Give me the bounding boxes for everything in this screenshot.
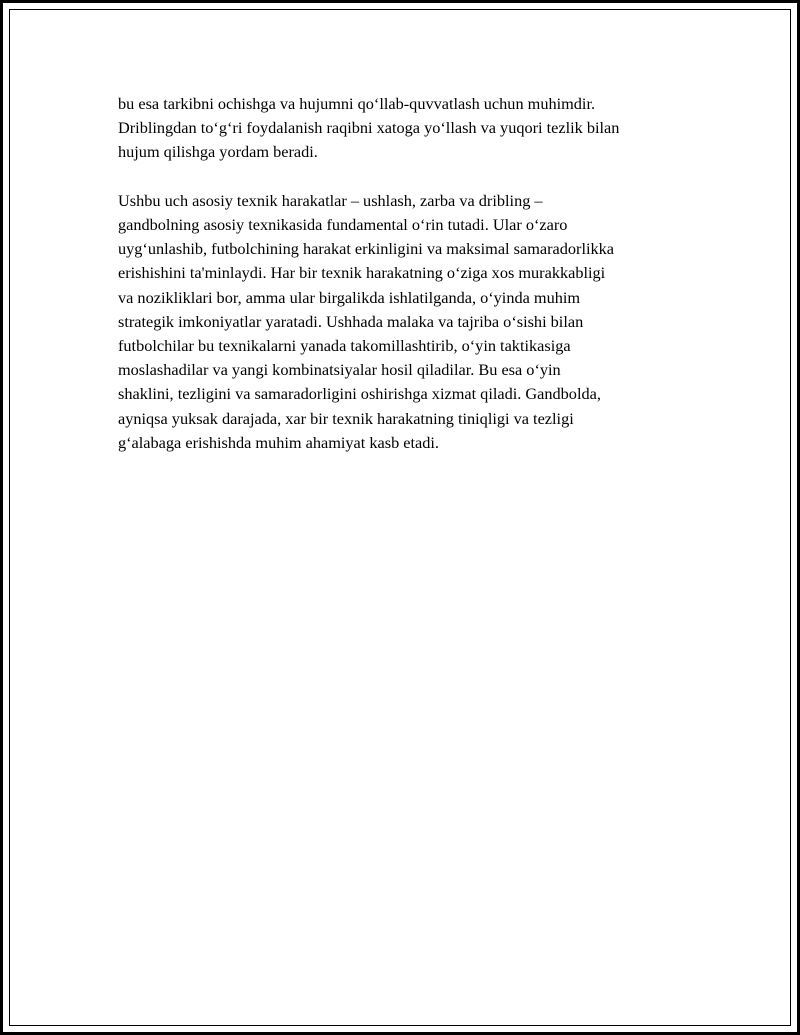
text-line: Driblingdan to‘g‘ri foydalanish raqibni xatoga yo‘llash va yuqori tezlik bilan: [118, 118, 620, 138]
paragraph-1: [118, 92, 698, 165]
text-line: moslashadilar va yangi kombinatsiyalar hosil qiladilar. Bu esa o‘yin: [118, 360, 561, 380]
text-line: futbolchilar bu texnikalarni yanada takomillashtirib, o‘yin taktikasiga: [118, 336, 571, 356]
text-line: gandbolning asosiy texnikasida fundamental o‘rin tutadi. Ular o‘zaro: [118, 215, 568, 234]
paragraph-spacer: [118, 165, 698, 189]
text-line: g‘alabaga erishishda muhim ahamiyat kasb etadi.: [118, 432, 439, 452]
text-line: erishishini ta'minlaydi. Har bir texnik harakatning o‘ziga xos murakkabligi: [118, 263, 606, 283]
text-line: ayniqsa yuksak darajada, xar bir texnik harakatning tiniqligi va tezligi: [118, 408, 574, 428]
text-line: va nozikliklari bor, amma ular birgalikda ishlatilganda, o‘yinda muhim: [118, 287, 581, 307]
text-line: shaklini, tezligini va samaradorligini oshirishga xizmat qiladi. Gandbolda,: [118, 384, 601, 404]
text-line: bu esa tarkibni ochishga va hujumni qo‘llab-quvvatlash uchun muhimdir.: [118, 94, 596, 113]
text-line: hujum qilishga yordam beradi.: [118, 142, 318, 162]
paragraph-2: [118, 189, 698, 455]
text-line: strategik imkoniyatlar yaratadi. Ushhada malaka va tajriba o‘sishi bilan: [118, 311, 584, 331]
text-line: Ushbu uch asosiy texnik harakatlar – ushlash, zarba va dribling –: [118, 190, 543, 210]
text-line: uyg‘unlashib, futbolchining harakat erkinligini va maksimal samaradorlikka: [118, 239, 614, 259]
document-body: [118, 92, 698, 455]
